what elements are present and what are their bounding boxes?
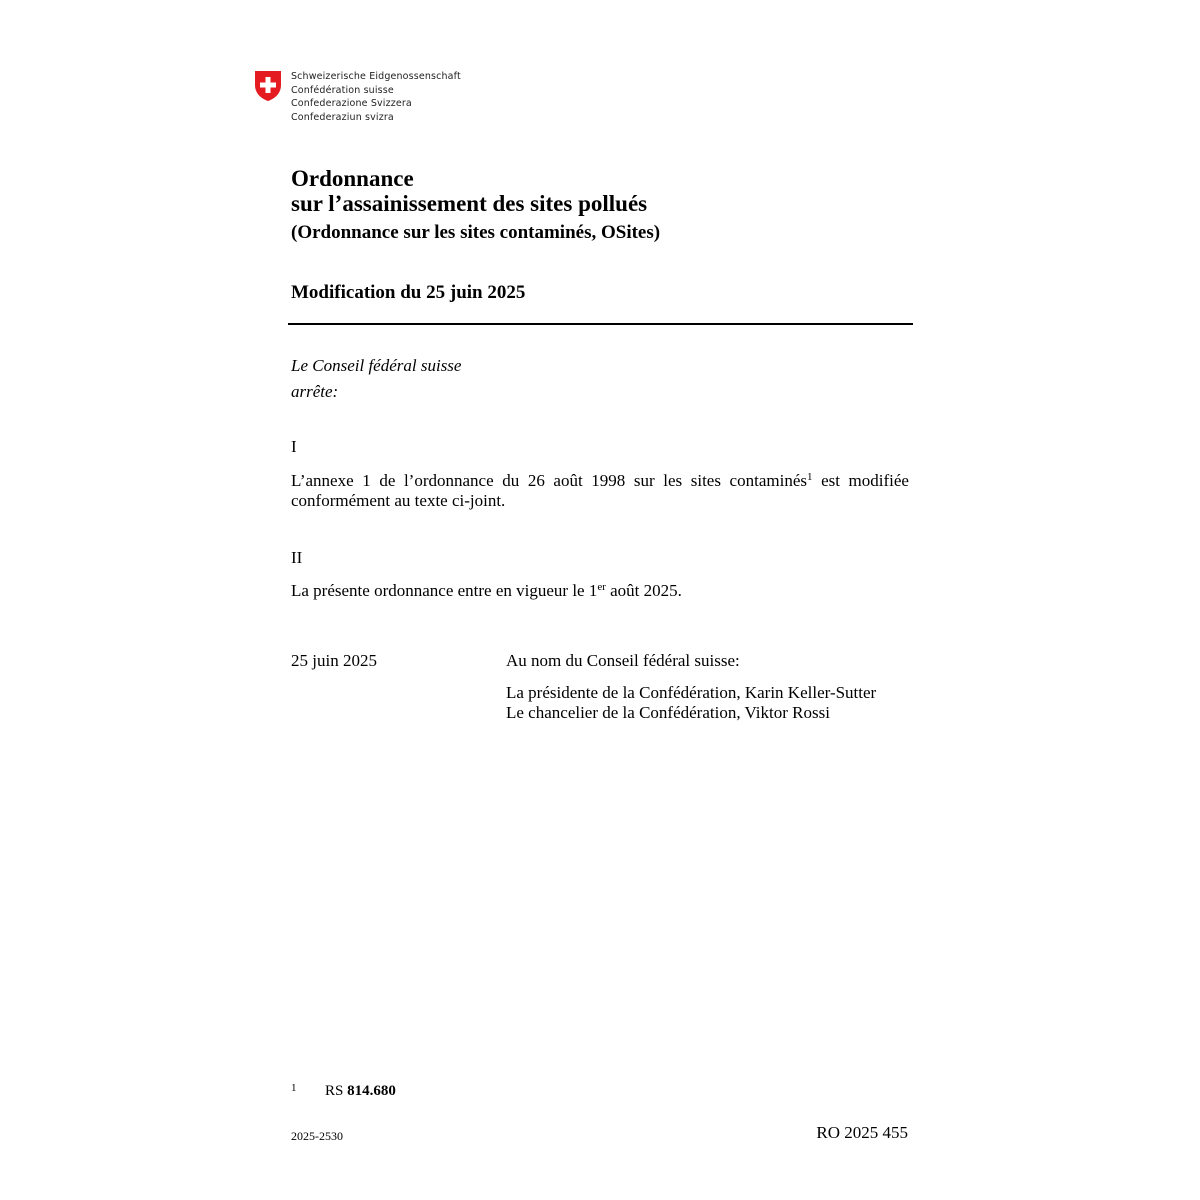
on-behalf-line: Au nom du Conseil fédéral suisse: bbox=[506, 651, 740, 670]
title-short-name: (Ordonnance sur les sites contaminés, OSites) bbox=[291, 222, 661, 243]
title-line-1: Ordonnance bbox=[291, 166, 414, 191]
footnote bbox=[291, 1078, 396, 1101]
wordmark-line-rm: Confederaziun svizra bbox=[291, 112, 394, 124]
chancellor-signatory: Le chancelier de la Confédération, Viktor Rossi bbox=[506, 703, 830, 722]
footnote-rs-number[interactable]: 814.680 bbox=[347, 1083, 396, 1099]
document-number: 2025-2530 bbox=[291, 1129, 343, 1143]
president-signatory: La présidente de la Confédération, Karin Keller-Sutter bbox=[506, 683, 877, 702]
signature-date: 25 juin 2025 bbox=[291, 651, 377, 670]
wordmark-line-fr: Confédération suisse bbox=[291, 84, 394, 96]
preamble-line-1: Le Conseil fédéral suisse bbox=[291, 356, 462, 375]
section-ii-text bbox=[291, 581, 909, 601]
header-divider bbox=[288, 323, 913, 325]
section-label-ii: II bbox=[291, 548, 303, 567]
section-i-text bbox=[291, 471, 909, 511]
footnote-mark: 1 bbox=[291, 1082, 297, 1094]
modification-date-heading: Modification du 25 juin 2025 bbox=[291, 282, 526, 303]
footnote-prefix: RS bbox=[325, 1083, 348, 1099]
footnote-reference[interactable]: 1 bbox=[806, 471, 813, 483]
confederation-wordmark bbox=[291, 70, 461, 125]
document-title bbox=[291, 166, 660, 244]
section-i-text-start: L’annexe 1 de l’ordonnance du 26 août 1998 sur les sites contaminés bbox=[291, 471, 807, 490]
wordmark-line-de: Schweizerische Eidgenossenschaft bbox=[291, 71, 461, 82]
section-ii-text-end: août 2025. bbox=[605, 581, 682, 600]
title-line-2: sur l’assainissement des sites pollués bbox=[291, 191, 648, 216]
preamble-line-2: arrête: bbox=[291, 382, 339, 401]
signature-block bbox=[506, 651, 876, 723]
section-i-text-end: est modifiée conformément au texte ci-joint. bbox=[291, 471, 909, 510]
section-label-i: I bbox=[291, 437, 297, 456]
ro-reference: RO 2025 455 bbox=[816, 1123, 908, 1142]
section-ii-text-start: La présente ordonnance entre en vigueur le 1 bbox=[291, 581, 598, 600]
ordinal-superscript: er bbox=[597, 581, 606, 593]
swiss-crest-icon bbox=[254, 70, 282, 102]
wordmark-line-it: Confederazione Svizzera bbox=[291, 98, 412, 110]
preamble bbox=[291, 353, 461, 405]
